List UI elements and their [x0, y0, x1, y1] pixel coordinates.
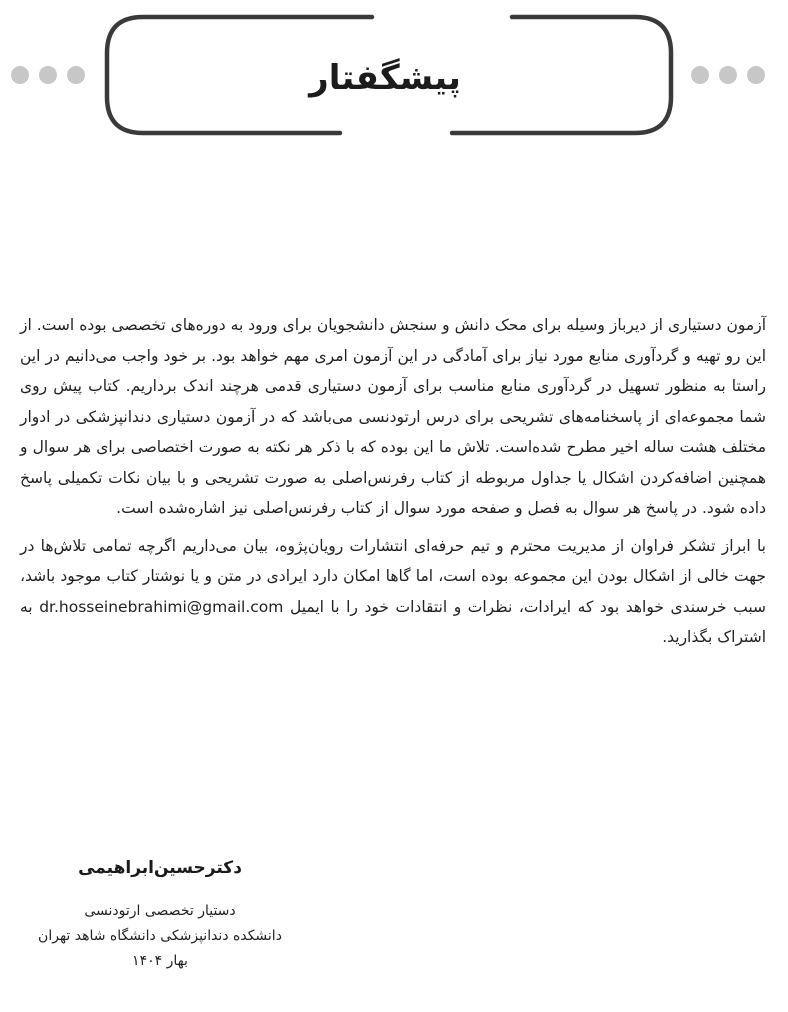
signature-block	[20, 855, 300, 974]
author-affiliation: دانشکده دندانپزشکی دانشگاه شاهد تهران	[38, 928, 282, 944]
decorative-dot	[691, 66, 709, 84]
author-name: دکترحسین‌ابراهیمی	[78, 858, 242, 878]
preface-body	[20, 310, 766, 660]
decorative-dot	[39, 66, 57, 84]
paragraph-text: به اشتراک بگذارید.	[20, 597, 766, 646]
author-title: دستیار تخصصی ارتودنسی	[84, 903, 236, 919]
paragraph	[20, 531, 766, 653]
decorative-dot	[747, 66, 765, 84]
decorative-dot	[67, 66, 85, 84]
page-title: پیشگفتار	[309, 58, 461, 98]
decorative-dot	[719, 66, 737, 84]
signature-date: بهار ۱۴۰۴	[132, 953, 188, 969]
email-address: dr.hosseinebrahimi@gmail.com	[39, 597, 284, 616]
decorative-dot	[11, 66, 29, 84]
header-banner	[0, 0, 788, 150]
paragraph-text: با ابراز تشکر فراوان از مدیریت محترم و تیم حرفه‌ای انتشارات رویان‌پژوه، بیان می‌داریم اگرچه تمامی تلاش‌ها در جهت خالی از اشکال بودن این مجموعه بوده است، اما گاها امکان دارد ایرادی در متن و یا نوشتار کتاب موجود باشد، سبب خرسندی خواهد بود که ایرادات، نظرات و انتقادات خود را با ایمیل	[20, 536, 766, 616]
paragraph: آزمون دستیاری از دیرباز وسیله برای محک دانش و سنجش دانشجویان برای ورود به دوره‌های تخصصی بوده است. از این رو تهیه و گردآوری منابع مورد نیاز برای آمادگی در این آزمون امری مهم خواهد بود. بر خود واجب می‌دانیم در این راستا به منظور تسهیل در گردآوری منابع مناسب برای آزمون دستیاری قدمی هرچند اندک برداریم. کتاب پیش روی شما مجموعه‌ای از پاسخنامه‌های تشریحی برای درس ارتودنسی می‌باشد که در آزمون دستیاری دندانپزشکی در ادوار مختلف هشت ساله اخیر مطرح شده‌است. تلاش ما این بوده که با ذکر هر نکته به صورت اختصاصی برای هر سوال و همچنین اضافه‌کردن اشکال یا جداول مربوطه از کتاب رفرنس‌اصلی به صورت تشریحی و با بیان نکات تکمیلی پاسخ داده شود. در پاسخ هر سوال به فصل و صفحه مورد سوال از کتاب رفرنس‌اصلی نیز اشاره‌شده است.	[20, 316, 766, 517]
